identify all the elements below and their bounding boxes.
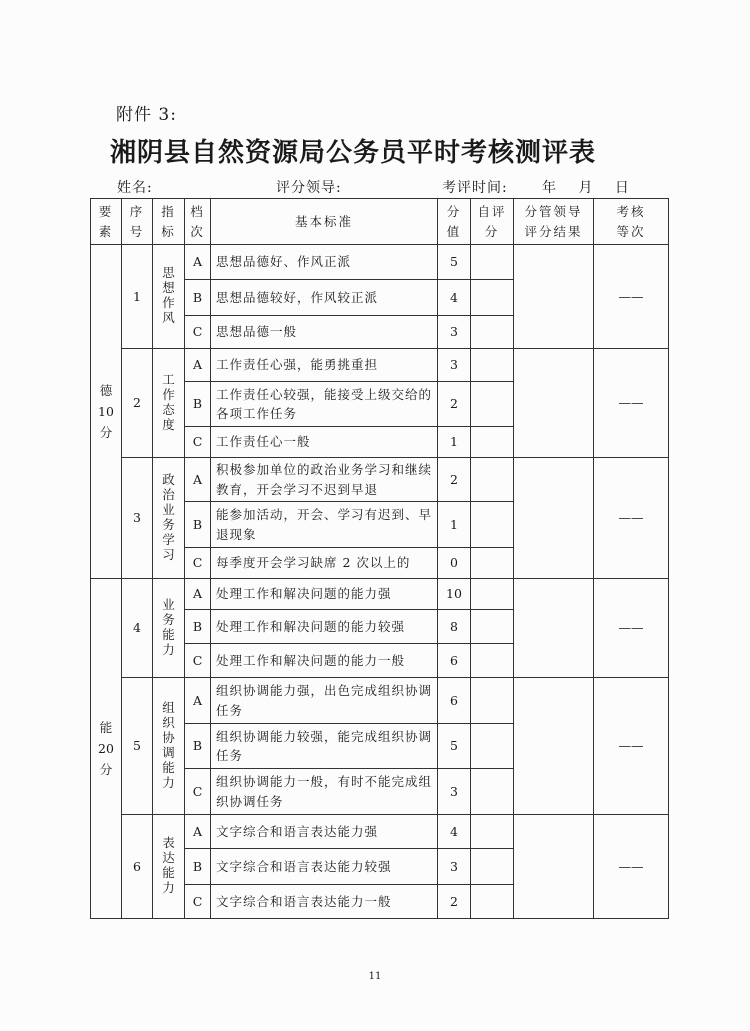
month-label: 月: [578, 180, 594, 196]
table-row: [91, 815, 669, 849]
score-cell: 6: [438, 678, 471, 724]
score-cell: 0: [438, 548, 471, 579]
standard-cell: 能参加活动，开会、学习有迟到、早退现象: [211, 502, 438, 548]
standard-cell: 处理工作和解决问题的能力强: [211, 579, 438, 610]
header-score: 分 值: [438, 199, 471, 245]
level-cell: A: [185, 678, 211, 724]
standard-cell: 思想品德好、作风正派: [211, 245, 438, 280]
category-label-part: 德: [99, 382, 113, 398]
score-cell: 1: [438, 502, 471, 548]
grade-cell: ——: [594, 579, 669, 678]
category-label-part: 分: [99, 425, 113, 441]
standard-cell: 处理工作和解决问题的能力一般: [211, 644, 438, 678]
standard-cell: 文字综合和语言表达能力一般: [211, 885, 438, 919]
level-cell: A: [185, 458, 211, 502]
evaluation-table: [90, 198, 669, 919]
self-score-cell[interactable]: [471, 458, 514, 502]
self-score-cell[interactable]: [471, 427, 514, 458]
level-cell: C: [185, 644, 211, 678]
score-cell: 6: [438, 644, 471, 678]
self-score-cell[interactable]: [471, 502, 514, 548]
score-cell: 8: [438, 610, 471, 644]
level-cell: C: [185, 316, 211, 349]
standard-cell: 每季度开会学习缺席 2 次以上的: [211, 548, 438, 579]
leader-label: 评分领导:: [276, 180, 342, 196]
day-label: 日: [614, 180, 630, 196]
score-cell: 2: [438, 885, 471, 919]
standard-cell: 积极参加单位的政治业务学习和继续教育，开会学习不迟到早退: [211, 458, 438, 502]
self-score-cell[interactable]: [471, 579, 514, 610]
self-score-cell[interactable]: [471, 724, 514, 769]
standard-cell: 思想品德较好，作风较正派: [211, 280, 438, 316]
item-indicator: [153, 579, 185, 678]
self-score-cell[interactable]: [471, 280, 514, 316]
self-score-cell[interactable]: [471, 245, 514, 280]
self-score-cell[interactable]: [471, 349, 514, 382]
leader-score-cell[interactable]: [514, 349, 594, 458]
indicator-text: 思想作风: [162, 265, 175, 326]
header-row: [91, 199, 669, 245]
standard-cell: 处理工作和解决问题的能力较强: [211, 610, 438, 644]
table-body: [91, 245, 669, 919]
score-cell: 3: [438, 316, 471, 349]
table-row: [91, 349, 669, 382]
level-cell: B: [185, 610, 211, 644]
standard-cell: 工作责任心一般: [211, 427, 438, 458]
self-score-cell[interactable]: [471, 815, 514, 849]
item-indicator: [153, 815, 185, 919]
self-score-cell[interactable]: [471, 644, 514, 678]
leader-score-cell[interactable]: [514, 678, 594, 815]
level-cell: C: [185, 769, 211, 815]
level-cell: A: [185, 815, 211, 849]
grade-cell: ——: [594, 678, 669, 815]
header-leader-score: 分管领导 评分结果: [514, 199, 594, 245]
self-score-cell[interactable]: [471, 316, 514, 349]
self-score-cell[interactable]: [471, 548, 514, 579]
self-score-cell[interactable]: [471, 849, 514, 885]
category-label-part: 10: [98, 403, 114, 419]
header-number: 序 号: [122, 199, 153, 245]
standard-cell: 文字综合和语言表达能力较强: [211, 849, 438, 885]
standard-cell: 工作责任心较强，能接受上级交给的各项工作任务: [211, 382, 438, 427]
self-score-cell[interactable]: [471, 678, 514, 724]
category-label-part: 分: [99, 762, 113, 778]
level-cell: B: [185, 280, 211, 316]
indicator-text: 政治业务学习: [162, 471, 175, 562]
category-cell: [91, 579, 122, 919]
table-row: [91, 458, 669, 502]
leader-score-cell[interactable]: [514, 579, 594, 678]
self-score-cell[interactable]: [471, 769, 514, 815]
item-indicator: [153, 458, 185, 579]
score-cell: 3: [438, 849, 471, 885]
level-cell: C: [185, 885, 211, 919]
item-number: 2: [122, 349, 153, 458]
score-cell: 10: [438, 579, 471, 610]
standard-cell: 文字综合和语言表达能力强: [211, 815, 438, 849]
item-indicator: [153, 349, 185, 458]
header-level: 档 次: [185, 199, 211, 245]
item-number: 4: [122, 579, 153, 678]
page-number: 11: [368, 971, 382, 982]
score-cell: 3: [438, 349, 471, 382]
score-cell: 3: [438, 769, 471, 815]
header-self-score: 自评 分: [471, 199, 514, 245]
header-grade: 考核 等次: [594, 199, 669, 245]
score-cell: 2: [438, 458, 471, 502]
level-cell: C: [185, 427, 211, 458]
header-indicator: 指 标: [153, 199, 185, 245]
item-indicator: [153, 245, 185, 349]
self-score-cell[interactable]: [471, 885, 514, 919]
level-cell: B: [185, 502, 211, 548]
page-title: 湘阴县自然资源局公务员平时考核测评表: [110, 138, 597, 168]
level-cell: B: [185, 849, 211, 885]
table-row: [91, 678, 669, 724]
indicator-text: 表达能力: [162, 835, 175, 896]
item-number: 6: [122, 815, 153, 919]
item-indicator: [153, 678, 185, 815]
item-number: 1: [122, 245, 153, 349]
leader-score-cell[interactable]: [514, 815, 594, 919]
header-factor: 要 素: [91, 199, 122, 245]
grade-cell: ——: [594, 245, 669, 349]
standard-cell: 组织协调能力一般，有时不能完成组织协调任务: [211, 769, 438, 815]
category-cell: [91, 245, 122, 579]
level-cell: B: [185, 724, 211, 769]
header-standard: 基本标准: [211, 199, 438, 245]
standard-cell: 组织协调能力强，出色完成组织协调任务: [211, 678, 438, 724]
level-cell: C: [185, 548, 211, 579]
grade-cell: ——: [594, 349, 669, 458]
name-label: 姓名:: [117, 180, 153, 196]
item-number: 3: [122, 458, 153, 579]
score-cell: 5: [438, 245, 471, 280]
self-score-cell[interactable]: [471, 610, 514, 644]
table-row: [91, 579, 669, 610]
standard-cell: 思想品德一般: [211, 316, 438, 349]
score-cell: 4: [438, 815, 471, 849]
table-row: [91, 245, 669, 280]
indicator-text: 组织协调能力: [162, 699, 175, 790]
score-cell: 5: [438, 724, 471, 769]
score-cell: 4: [438, 280, 471, 316]
score-cell: 1: [438, 427, 471, 458]
category-label-part: 20: [98, 740, 114, 756]
standard-cell: 组织协调能力较强，能完成组织协调任务: [211, 724, 438, 769]
level-cell: A: [185, 349, 211, 382]
time-label: 考评时间:: [442, 180, 508, 196]
category-label-part: 能: [99, 719, 113, 735]
indicator-text: 业务能力: [162, 596, 175, 657]
attachment-label: 附件 3:: [116, 105, 177, 125]
item-number: 5: [122, 678, 153, 815]
level-cell: A: [185, 245, 211, 280]
leader-score-cell[interactable]: [514, 245, 594, 349]
indicator-text: 工作态度: [162, 371, 175, 432]
leader-score-cell[interactable]: [514, 458, 594, 579]
score-cell: 2: [438, 382, 471, 427]
level-cell: A: [185, 579, 211, 610]
level-cell: B: [185, 382, 211, 427]
grade-cell: ——: [594, 815, 669, 919]
standard-cell: 工作责任心强，能勇挑重担: [211, 349, 438, 382]
grade-cell: ——: [594, 458, 669, 579]
date-fields: [528, 177, 636, 197]
year-label: 年: [542, 180, 557, 196]
self-score-cell[interactable]: [471, 382, 514, 427]
